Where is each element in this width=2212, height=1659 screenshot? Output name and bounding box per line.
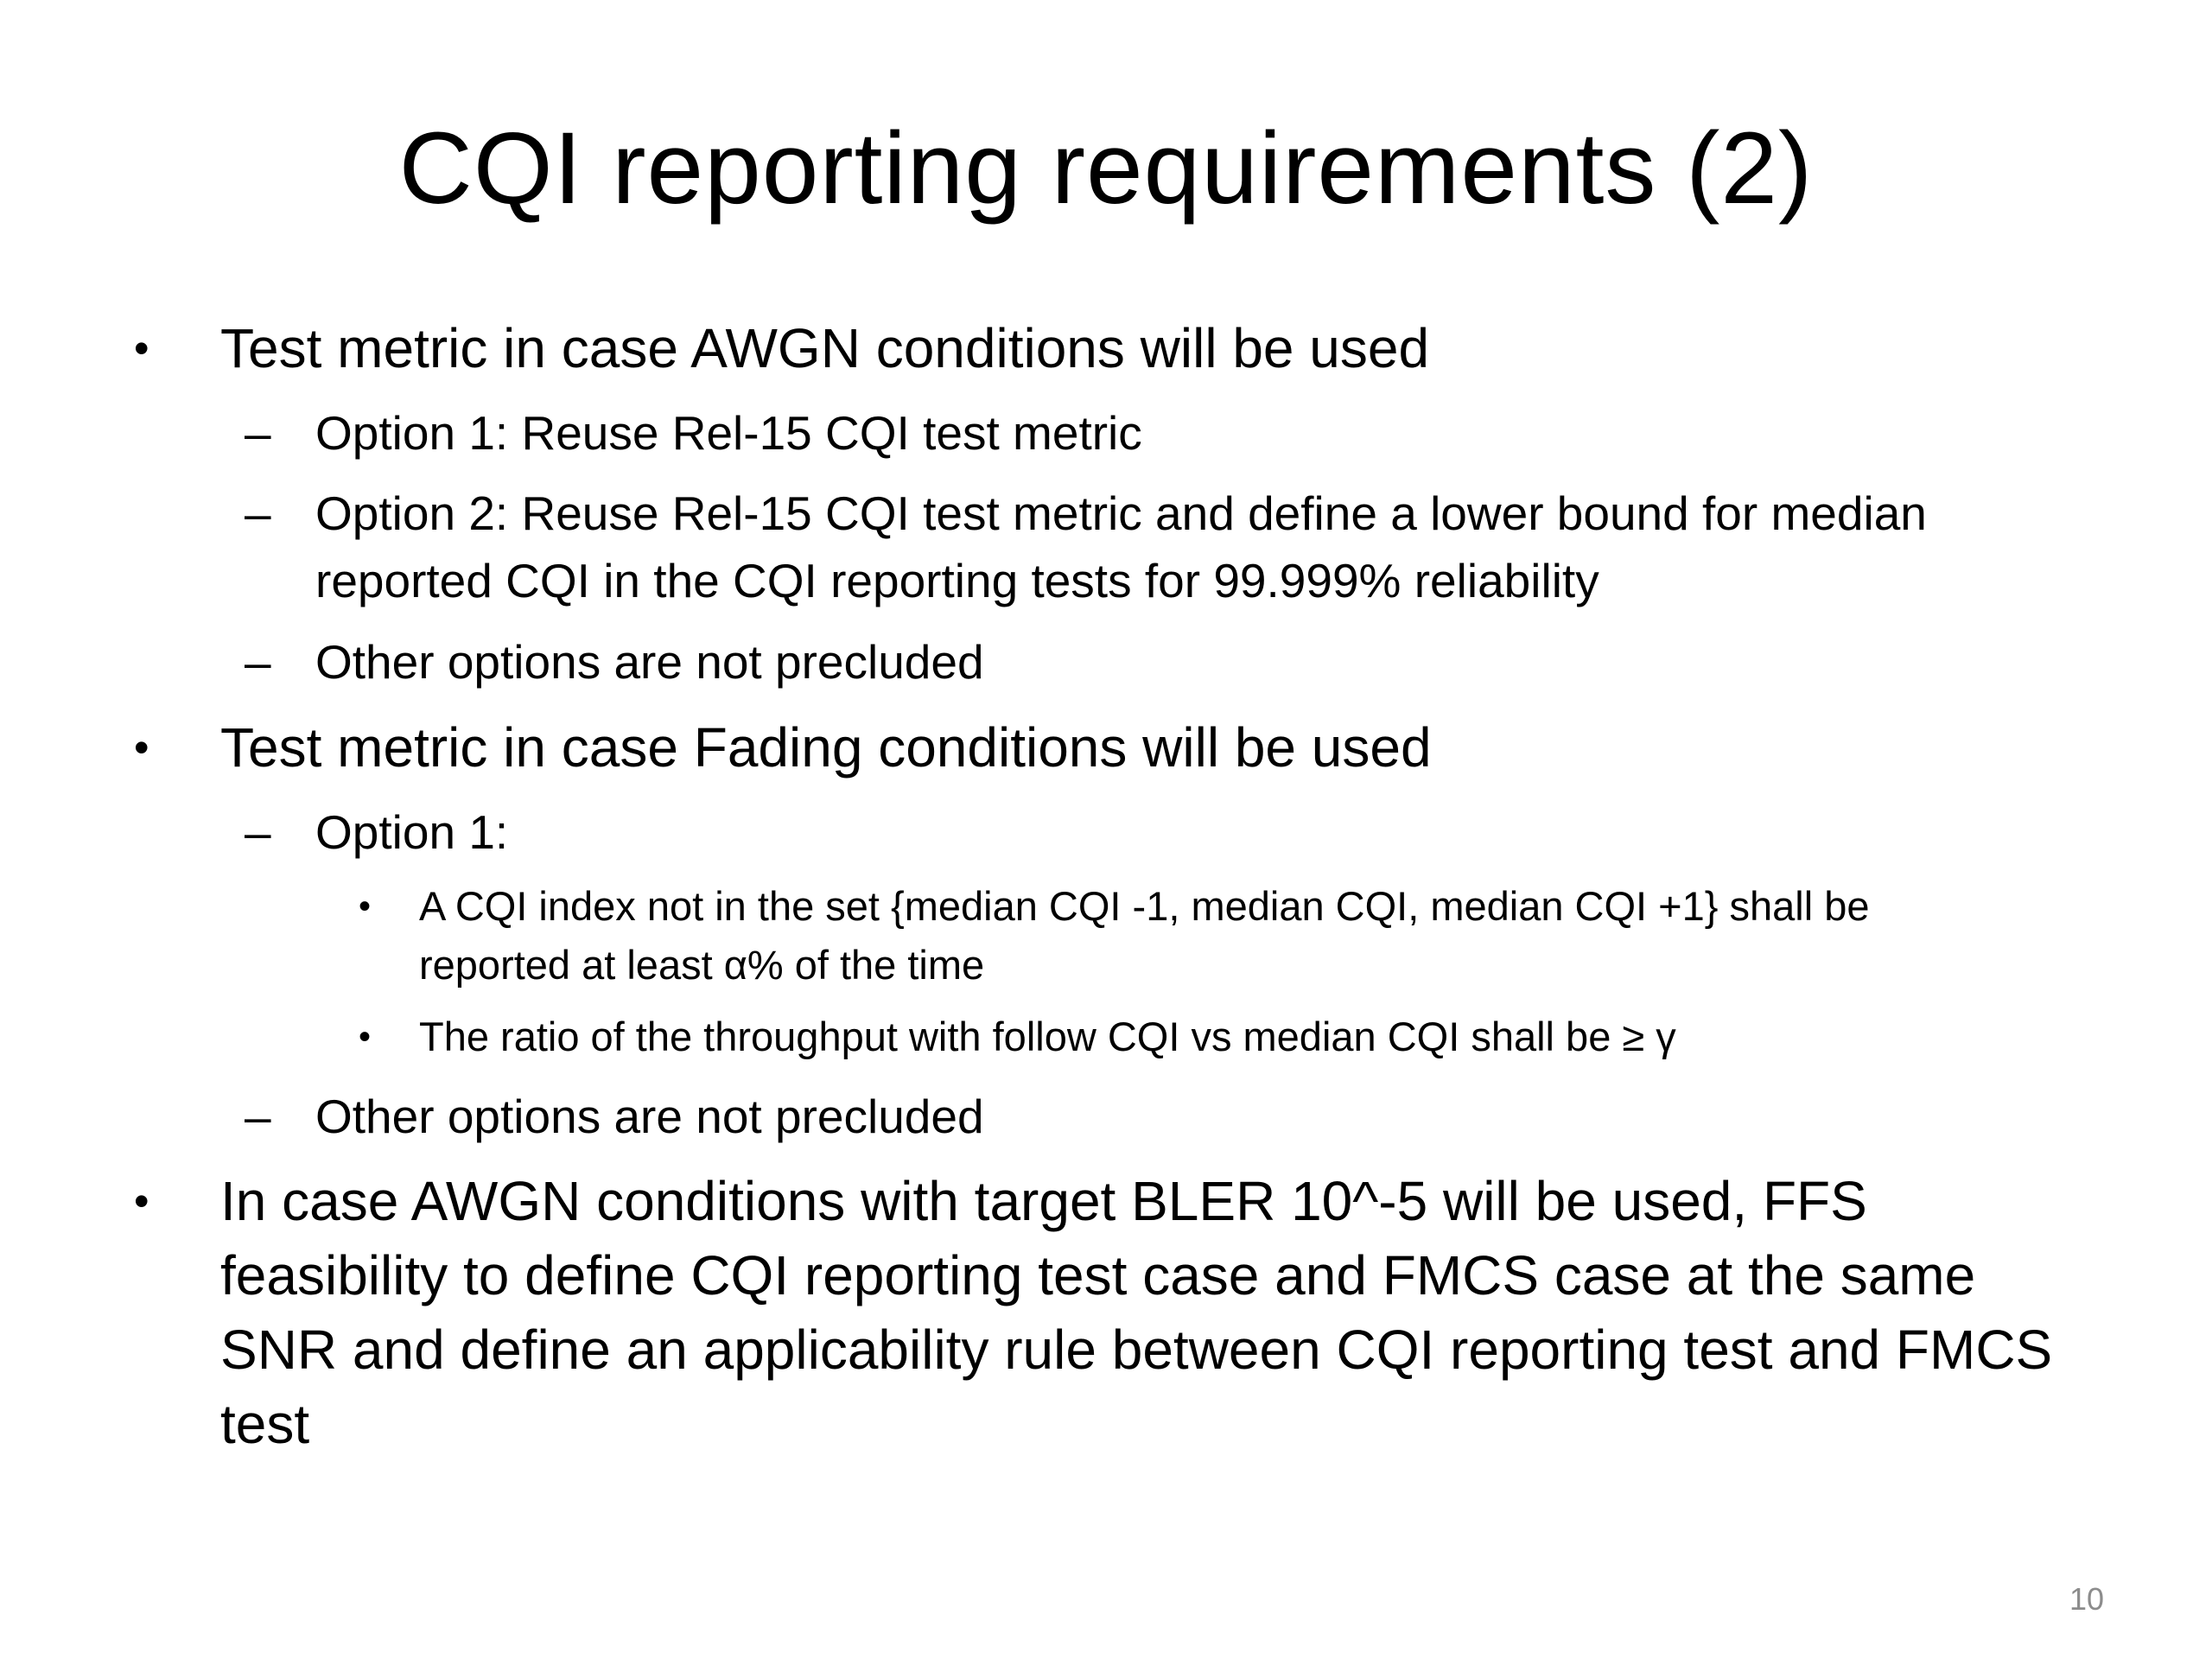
page-number: 10 [2069,1581,2104,1617]
sub-bullet-text: Other options are not precluded [315,635,984,689]
dash-marker: – [245,486,271,540]
bullet-text-line-2: feasibility to define CQI reporting test case and FMCS case at the same [220,1244,1976,1306]
bullet-marker: • [134,1177,149,1225]
sub-sub-bullet-text-line-2: reported at least α% of the time [419,942,985,988]
dash-marker: – [245,635,271,689]
bullet-marker: • [134,723,149,772]
bullet-marker: • [134,324,149,372]
bullet-text-line-3: SNR and define an applicability rule between CQI reporting test and FMCS [220,1319,2053,1381]
sub-bullet-text: Option 1: Reuse Rel-15 CQI test metric [315,406,1142,460]
bullet-text: Test metric in case Fading conditions will be used [220,716,1432,779]
sub-sub-bullet-text: The ratio of the throughput with follow CQI vs median CQI shall be ≥ γ [419,1014,1676,1059]
bullet-text-line-4: test [220,1393,310,1455]
bullet-marker: • [359,887,372,925]
bullet-text-line-1: In case AWGN conditions with target BLER 10^-5 will be used, FFS [220,1170,1867,1232]
sub-sub-bullet-text-line-1: A CQI index not in the set {median CQI -1, median CQI, median CQI +1} shall be [419,883,1870,929]
sub-bullet-text-line-2: reported CQI in the CQI reporting tests for 99.999% reliability [315,554,1599,607]
dash-marker: – [245,805,271,859]
dash-marker: – [245,1090,271,1143]
bullet-text: Test metric in case AWGN conditions will be used [220,317,1430,379]
bullet-marker: • [359,1018,372,1056]
dash-marker: – [245,406,271,460]
sub-bullet-text-line-1: Option 2: Reuse Rel-15 CQI test metric and define a lower bound for median [315,486,1927,540]
slide-title: CQI reporting requirements (2) [398,111,1814,226]
sub-bullet-text: Option 1: [315,805,509,859]
sub-bullet-text: Other options are not precluded [315,1090,984,1143]
